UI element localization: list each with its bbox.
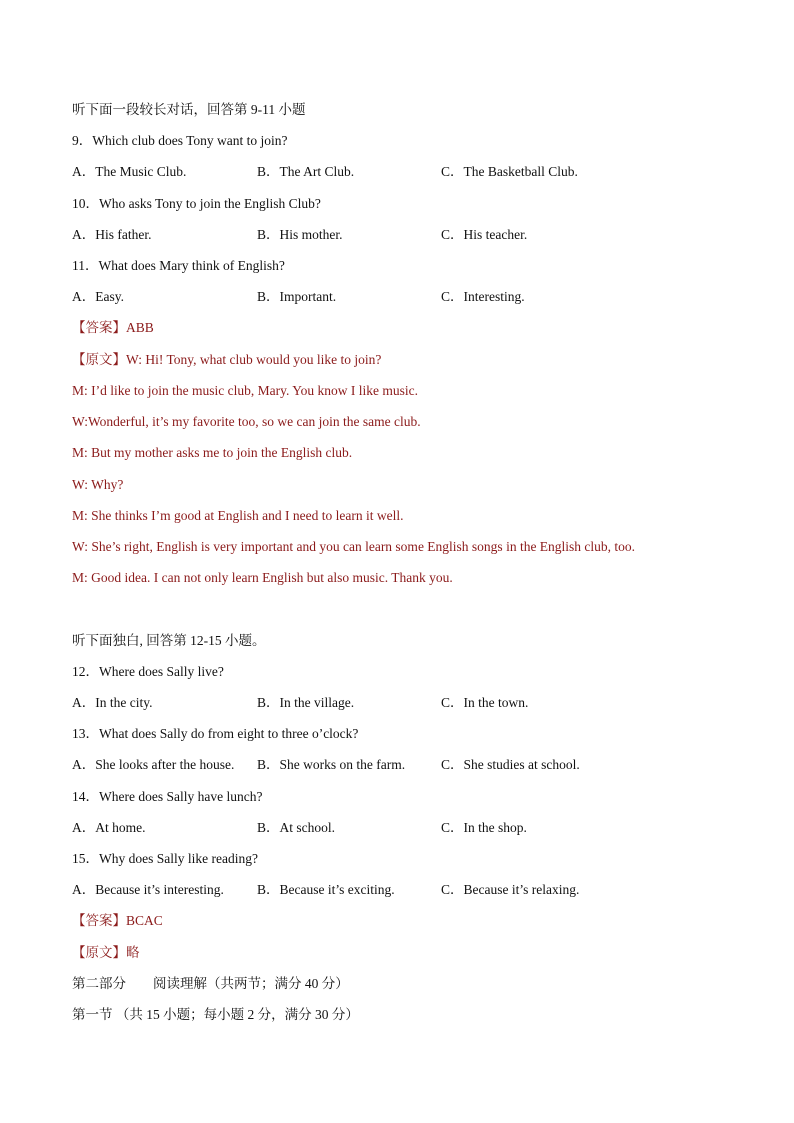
part2-subheading: 第一节 （共 15 小题；每小题 2 分，满分 30 分）: [72, 1007, 359, 1022]
question-14-stem: 14．Where does Sally have lunch?: [72, 789, 263, 804]
question-10-option-a: A．His father.: [72, 227, 152, 242]
transcript-text: W: She’s right, English is very important and you can learn some English songs in the English club, too.: [72, 539, 636, 554]
question-11-option-b: B．Important.: [257, 289, 337, 304]
question-11-option-a: A．Easy.: [72, 289, 124, 304]
question-9-stem: 9．Which club does Tony want to join?: [72, 133, 288, 148]
transcript-text: W:Wonderful, it’s my favorite too, so we can join the same club.: [72, 414, 421, 429]
answer-tag: 【答案】: [72, 320, 126, 335]
answer-tag: 【答案】: [72, 913, 126, 928]
question-15-option-b: B．Because it’s exciting.: [257, 882, 395, 897]
question-12-option-a: A．In the city.: [72, 695, 153, 710]
transcript-text: M: I’d like to join the music club, Mary. You know I like music.: [72, 383, 418, 398]
section2-heading: 听下面独白, 回答第 12-15 小题。: [72, 633, 266, 648]
question-11-stem: 11．What does Mary think of English?: [72, 258, 285, 273]
answer-line-1: [72, 319, 154, 337]
transcript-text: W: Why?: [72, 477, 124, 492]
question-13-stem: 13．What does Sally do from eight to three o’clock?: [72, 726, 359, 741]
question-11-option-c: C．Interesting.: [441, 289, 525, 304]
answer-value: ABB: [126, 320, 154, 335]
question-10-stem: 10．Who asks Tony to join the English Club?: [72, 196, 321, 211]
question-13-option-a: A．She looks after the house.: [72, 757, 235, 772]
transcript-text: M: Good idea. I can not only learn English but also music. Thank you.: [72, 570, 453, 585]
question-15-option-a: A．Because it’s interesting.: [72, 882, 224, 897]
transcript-line-1: [72, 351, 381, 369]
transcript-tag: 【原文】: [72, 352, 126, 367]
question-10-option-c: C．His teacher.: [441, 227, 528, 242]
section1-heading: 听下面一段较长对话，回答第 9-11 小题: [72, 102, 306, 117]
transcript-text: M: She thinks I’m good at English and I need to learn it well.: [72, 508, 404, 523]
question-12-option-b: B．In the village.: [257, 695, 355, 710]
question-12-stem: 12．Where does Sally live?: [72, 664, 224, 679]
question-9-option-c: C．The Basketball Club.: [441, 164, 578, 179]
part2-heading: 第二部分 阅读理解（共两节；满分 40 分）: [72, 976, 349, 991]
question-12-option-c: C．In the town.: [441, 695, 529, 710]
question-14-option-c: C．In the shop.: [441, 820, 527, 835]
transcript-tag: 【原文】: [72, 945, 126, 960]
transcript-text: M: But my mother asks me to join the English club.: [72, 445, 353, 460]
question-14-option-b: B．At school.: [257, 820, 336, 835]
transcript-text: 略: [126, 945, 140, 960]
question-13-option-c: C．She studies at school.: [441, 757, 580, 772]
answer-line-2: [72, 912, 163, 930]
question-14-option-a: A．At home.: [72, 820, 146, 835]
answer-value: BCAC: [126, 913, 163, 928]
question-13-option-b: B．She works on the farm.: [257, 757, 406, 772]
question-10-option-b: B．His mother.: [257, 227, 343, 242]
question-9-option-a: A．The Music Club.: [72, 164, 187, 179]
transcript-line-2: [72, 944, 140, 962]
question-15-stem: 15．Why does Sally like reading?: [72, 851, 258, 866]
question-15-option-c: C．Because it’s relaxing.: [441, 882, 580, 897]
transcript-text: W: Hi! Tony, what club would you like to join?: [126, 352, 382, 367]
question-9-option-b: B．The Art Club.: [257, 164, 355, 179]
